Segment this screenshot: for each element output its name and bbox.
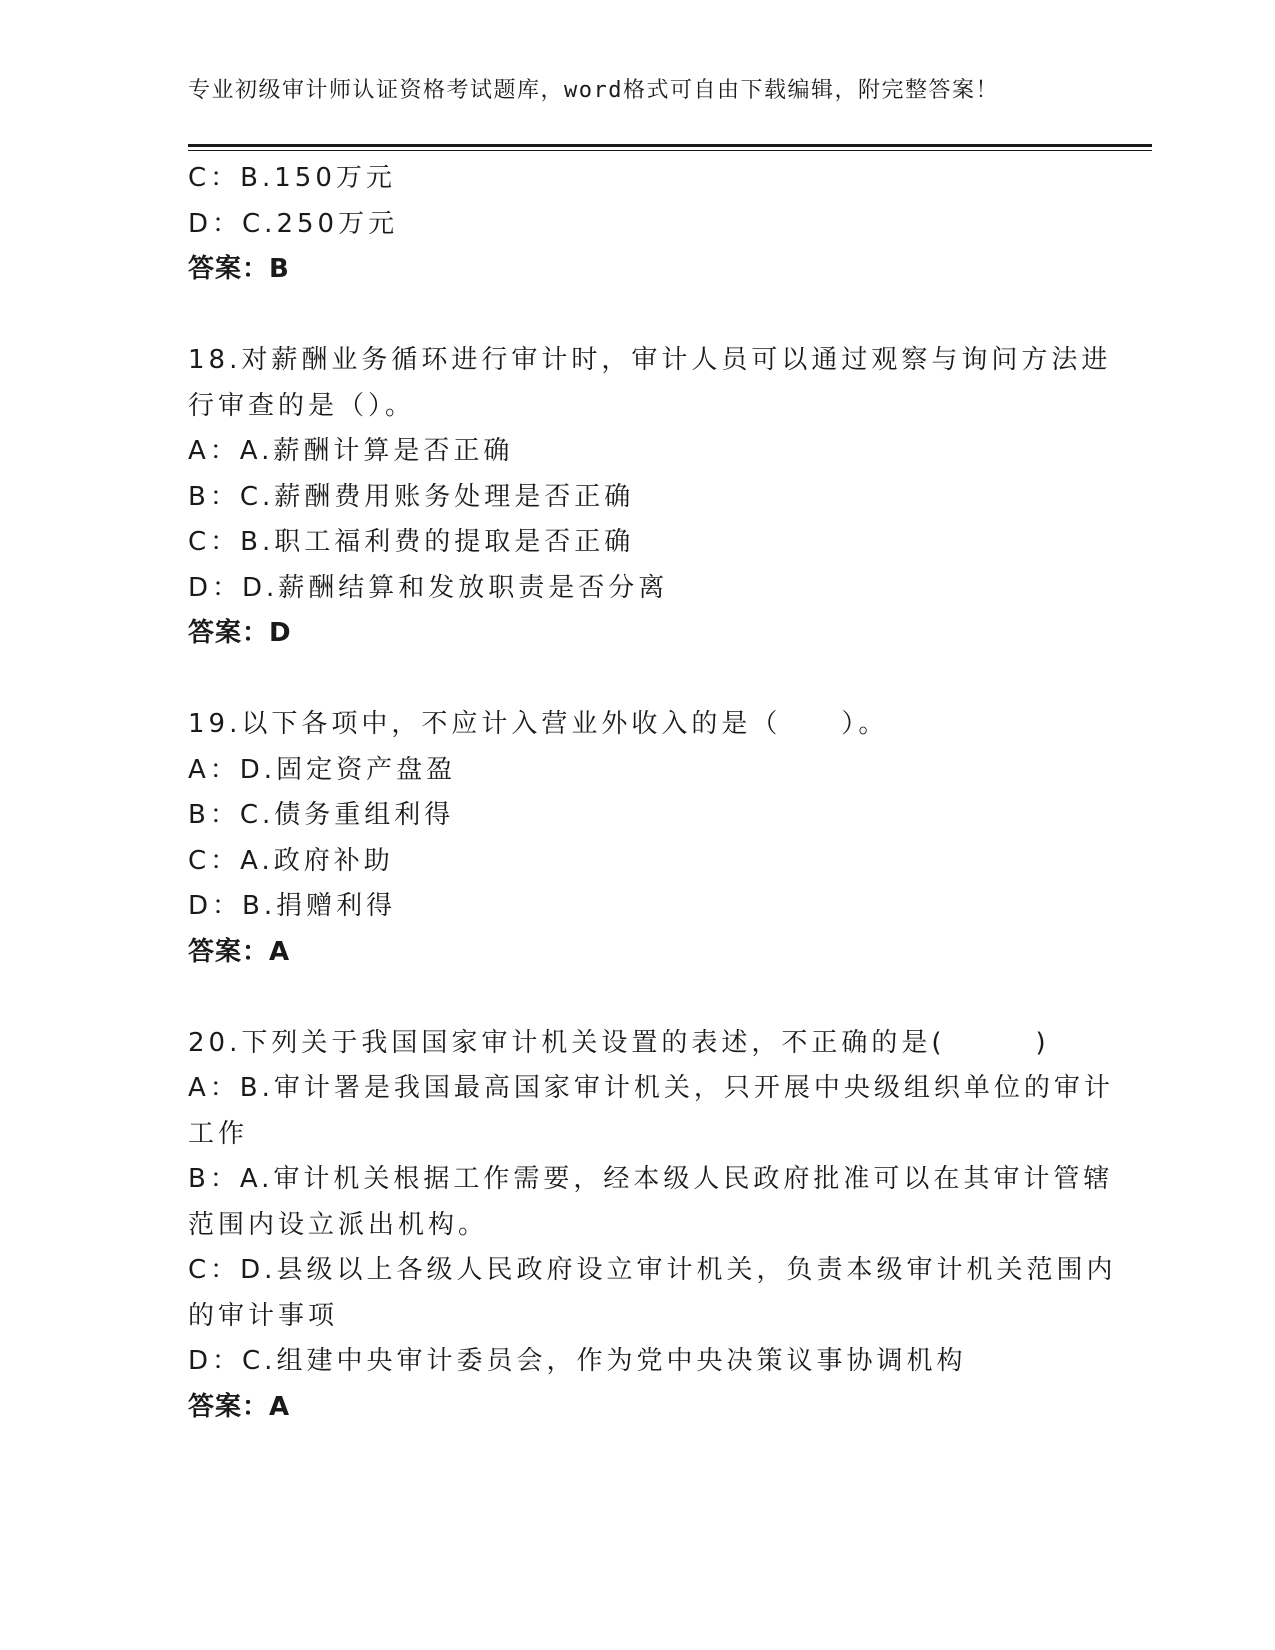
- spacer: [188, 293, 1088, 339]
- option-c: C：B.职工福利费的提取是否正确: [188, 527, 635, 557]
- question-20: [188, 1021, 1117, 1431]
- option-c-continued: 的审计事项: [188, 1300, 339, 1331]
- answer-line: 答案：D: [188, 618, 292, 648]
- option-b: B：C.薪酬费用账务处理是否正确: [188, 481, 635, 512]
- spacer: [188, 657, 1088, 703]
- option-a: A：A.薪酬计算是否正确: [188, 436, 514, 466]
- question-stem: 18.对薪酬业务循环进行审计时，审计人员可以通过观察与询问方法进: [188, 345, 1112, 375]
- option-b-continued: 范围内设立派出机构。: [188, 1209, 489, 1240]
- question-19: [188, 702, 1088, 975]
- option-a: A：B.审计署是我国最高国家审计机关，只开展中央级组织单位的审计: [188, 1073, 1114, 1103]
- question-stem: 20.下列关于我国国家审计机关设置的表述，不正确的是( ): [188, 1027, 1050, 1058]
- page-header: 专业初级审计师认证资格考试题库，word格式可自由下载编辑，附完整答案！: [188, 78, 999, 103]
- option-d: D：C.250万元: [188, 208, 399, 239]
- option-a: A：D.固定资产盘盈: [188, 754, 457, 785]
- option-d: D：B.捐赠利得: [188, 891, 397, 921]
- option-c: C：D.县级以上各级人民政府设立审计机关，负责本级审计机关范围内: [188, 1255, 1117, 1285]
- question-content: [188, 156, 1117, 1430]
- answer-line: 答案：A: [188, 936, 291, 967]
- option-c: C：B.150万元: [188, 163, 396, 193]
- header-divider-thick: [188, 144, 1152, 147]
- spacer: [188, 975, 1088, 1021]
- answer-line: 答案：A: [188, 1391, 291, 1422]
- question-stem: 19.以下各项中，不应计入营业外收入的是（ ）。: [188, 709, 889, 739]
- option-b: B：A.审计机关根据工作需要，经本级人民政府批准可以在其审计管辖: [188, 1164, 1114, 1194]
- header-divider-thin: [188, 150, 1152, 151]
- question-stem-continued: 行审查的是（）。: [188, 390, 416, 421]
- option-d: D：D.薪酬结算和发放职责是否分离: [188, 572, 669, 603]
- answer-line: 答案：B: [188, 254, 290, 284]
- question-17-continuation: [188, 156, 1088, 293]
- option-c: C：A.政府补助: [188, 845, 394, 876]
- option-a-continued: 工作: [188, 1118, 249, 1149]
- option-d: D：C.组建中央审计委员会，作为党中央决策议事协调机构: [188, 1346, 967, 1376]
- option-b: B：C.债务重组利得: [188, 800, 455, 830]
- question-18: [188, 338, 1112, 657]
